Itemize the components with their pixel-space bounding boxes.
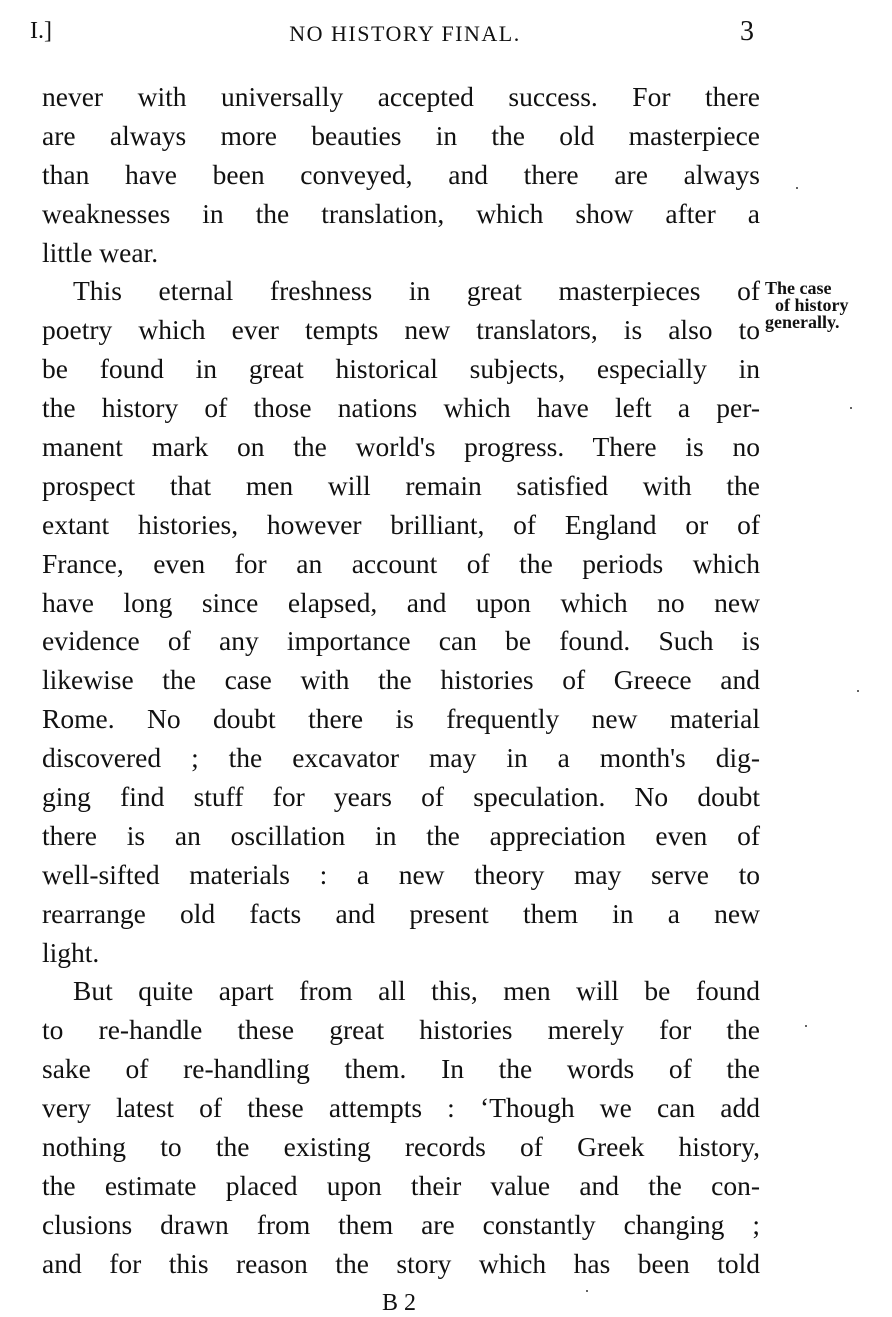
text-line: likewise the case with the histories of Greece and: [42, 664, 760, 696]
speck: [857, 690, 859, 692]
text-line: very latest of these attempts : ‘Though we can add: [42, 1092, 760, 1124]
text-line: to re-handle these great histories merely for the: [42, 1014, 760, 1046]
speck: [796, 187, 798, 189]
text-line: rearrange old facts and present them in a new: [42, 897, 760, 929]
text-line: manent mark on the world's progress. There is no: [42, 431, 760, 463]
text-line: nothing to the existing records of Greek history,: [42, 1131, 760, 1163]
text-line: and for this reason the story which has been told: [42, 1247, 760, 1279]
margin-note-line: of history: [775, 295, 849, 315]
text-line: are always more beauties in the old masterpiece: [42, 119, 760, 151]
chapter-marker: I.]: [30, 18, 52, 44]
page-number: 3: [740, 16, 754, 47]
text-line: discovered ; the excavator may in a month's dig-: [42, 742, 760, 774]
text-line: France, even for an account of the periods which: [42, 547, 760, 579]
text-line: well-sifted materials : a new theory may serve to: [42, 858, 760, 890]
text-line: the estimate placed upon their value and the con-: [42, 1169, 760, 1201]
text-line: ging find stuff for years of speculation. No doubt: [42, 781, 760, 813]
speck: [805, 1025, 807, 1027]
printer-signature: B 2: [382, 1290, 417, 1316]
text-line: poetry which ever tempts new translators, is also to: [42, 314, 760, 346]
margin-note-line: generally.: [765, 312, 840, 332]
text-line: evidence of any importance can be found. Such is: [42, 625, 760, 657]
text-line: But quite apart from all this, men will be found: [73, 975, 760, 1007]
text-line: extant histories, however brilliant, of England or of: [42, 508, 760, 540]
text-line: there is an oscillation in the appreciation even of: [42, 819, 760, 851]
speck: [586, 1290, 588, 1292]
body-text: [42, 78, 760, 1284]
text-line: have long since elapsed, and upon which no new: [42, 586, 760, 618]
running-title: NO HISTORY FINAL.: [289, 21, 521, 46]
speck: [850, 407, 852, 409]
margin-note-line: The case: [765, 278, 832, 298]
text-line: This eternal freshness in great masterpieces of: [73, 275, 760, 307]
text-line: the history of those nations which have left a per-: [42, 392, 760, 424]
text-line: sake of re-handling them. In the words of the: [42, 1053, 760, 1085]
text-line: than have been conveyed, and there are always: [42, 158, 760, 190]
text-line: Rome. No doubt there is frequently new material: [42, 703, 760, 735]
text-line: light.: [42, 936, 100, 968]
text-line: prospect that men will remain satisfied with the: [42, 469, 760, 501]
text-line: little wear.: [42, 236, 159, 268]
margin-note: [765, 280, 849, 331]
text-line: be found in great historical subjects, especially in: [42, 353, 760, 385]
text-line: clusions drawn from them are constantly changing ;: [42, 1208, 760, 1240]
text-line: never with universally accepted success. For there: [42, 81, 760, 112]
text-line: weaknesses in the translation, which show after a: [42, 197, 760, 229]
